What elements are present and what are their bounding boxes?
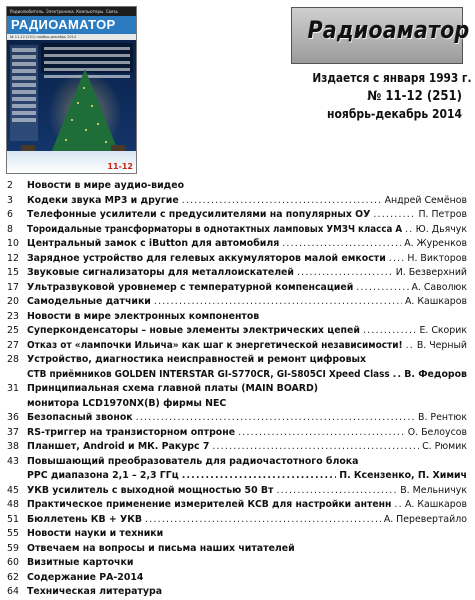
toc-entry <box>7 440 467 455</box>
magazine-cover <box>6 6 137 174</box>
toc-entry <box>7 339 467 354</box>
toc-title-continuation: PPC диапазона 2,1 – 2,3 ГГц <box>27 470 179 481</box>
toc-entry <box>7 455 467 470</box>
toc-author: О. Белоусов <box>407 426 467 438</box>
toc-title: Тороидальные трансформаторы в однотактных ламповых УМЗЧ класса А <box>27 223 403 235</box>
toc-page-number: 62 <box>7 571 19 583</box>
toc-line <box>27 295 467 310</box>
toc-title: Суперконденсаторы – новые элементы электрических цепей <box>27 325 360 336</box>
toc-page-number: 8 <box>7 223 13 235</box>
toc-line <box>27 324 467 339</box>
toc-entry <box>7 411 467 426</box>
toc-title-continuation: монитора LCD1970NX(B) фирмы NEC <box>27 397 227 409</box>
toc-line <box>27 223 467 238</box>
toc-entry-continuation <box>7 397 467 412</box>
toc-author: Е. Скорик <box>419 325 467 336</box>
toc-entry <box>7 513 467 528</box>
toc-page-number: 37 <box>7 426 19 438</box>
toc-entry <box>7 310 467 325</box>
toc-line <box>27 484 467 499</box>
toc-line <box>27 426 467 441</box>
toc-author: А. Журенков <box>404 238 467 249</box>
toc-title: Центральный замок с iButton для автомобиля <box>27 238 280 249</box>
table-of-contents <box>7 179 467 600</box>
toc-author: В. Рентюк <box>418 412 467 423</box>
issue-number: № 11-12 (251) <box>367 89 462 104</box>
toc-line <box>27 382 467 397</box>
toc-line <box>27 513 467 528</box>
toc-author: Ю. Дьячук <box>415 223 467 235</box>
toc-line <box>27 266 467 281</box>
toc-title: Новости в мире электронных компонентов <box>27 310 260 322</box>
toc-line <box>27 339 467 354</box>
toc-line <box>27 397 467 412</box>
toc-line <box>27 411 467 426</box>
toc-line <box>27 252 467 267</box>
toc-page-number: 25 <box>7 325 19 336</box>
toc-entry <box>7 223 467 238</box>
toc-line <box>27 498 467 513</box>
toc-line <box>27 179 467 194</box>
cover-side-contents <box>10 45 38 141</box>
leader-dots <box>297 266 393 281</box>
toc-line <box>27 194 467 209</box>
toc-author: Андрей Семёнов <box>384 194 467 206</box>
toc-line <box>27 571 467 586</box>
toc-author: В. Федоров <box>404 368 467 380</box>
toc-line <box>27 368 467 383</box>
published-since: Издается с января 1993 г. <box>312 71 472 85</box>
leader-dots <box>356 281 408 296</box>
toc-author: В. Мельничук <box>400 484 467 496</box>
toc-title: Бюллетень КВ + УКВ <box>27 513 143 525</box>
toc-page-number: 48 <box>7 499 19 510</box>
issue-date: ноябрь-декабрь 2014 <box>327 107 462 121</box>
toc-line <box>27 556 467 571</box>
toc-author: И. Безверхний <box>395 267 467 278</box>
toc-line <box>27 440 467 455</box>
toc-entry <box>7 353 467 368</box>
toc-entry <box>7 585 467 600</box>
toc-page-number: 45 <box>7 484 19 496</box>
toc-title: Практическое применение измерителей КСВ для настройки антенн <box>27 499 392 510</box>
leader-dots <box>406 339 414 354</box>
toc-title: Содержание РА-2014 <box>27 571 144 583</box>
toc-line <box>27 237 467 252</box>
toc-page-number: 31 <box>7 383 19 394</box>
cover-issue-number: 11-12 <box>107 162 133 171</box>
toc-title: Повышающий преобразователь для радиочастотного блока <box>27 455 359 467</box>
toc-title: Телефонные усилители с предусилителями на популярных ОУ <box>27 209 371 220</box>
toc-entry <box>7 179 467 194</box>
toc-entry <box>7 295 467 310</box>
cover-top-strip: Радиолюбитель. Электроника. Компьютеры. Связь <box>7 7 136 16</box>
toc-page-number: 15 <box>7 267 19 278</box>
cover-logo: РАДИОАМАТОР <box>7 16 136 34</box>
toc-page-number: 60 <box>7 557 19 568</box>
toc-page-number: 51 <box>7 513 19 525</box>
christmas-tree-image <box>51 69 119 153</box>
toc-entry <box>7 324 467 339</box>
toc-entry <box>7 484 467 499</box>
toc-page-number: 23 <box>7 310 19 322</box>
toc-title: Зарядное устройство для гелевых аккумуляторов малой емкости <box>27 252 386 264</box>
toc-page-number: 38 <box>7 441 19 452</box>
toc-title: Отвечаем на вопросы и письма наших читателей <box>27 542 295 554</box>
toc-entry <box>7 266 467 281</box>
toc-page-number: 43 <box>7 455 19 467</box>
toc-title: Отказ от «лампочки Ильича» как шаг к энергетической независимости! <box>27 339 403 351</box>
leader-dots <box>282 237 401 252</box>
toc-title: Визитные карточки <box>27 557 134 568</box>
toc-entry <box>7 498 467 513</box>
toc-entry-continuation <box>7 368 467 383</box>
toc-entry <box>7 252 467 267</box>
leader-dots <box>389 252 405 267</box>
toc-page-number: 12 <box>7 252 19 264</box>
toc-title: RS-триггер на транзисторном оптроне <box>27 426 236 438</box>
toc-page-number: 3 <box>7 194 13 206</box>
magazine-title: Радиоаматор <box>307 16 470 44</box>
toc-title: Принципиальная схема главной платы (MAIN BOARD) <box>27 383 319 394</box>
leader-dots <box>145 513 381 528</box>
toc-entry <box>7 571 467 586</box>
toc-entry <box>7 281 467 296</box>
toc-title: Звуковые сигнализаторы для металлоискателей <box>27 267 294 278</box>
toc-page-number: 10 <box>7 238 19 249</box>
toc-author: В. Черный <box>416 339 467 351</box>
toc-entry <box>7 194 467 209</box>
toc-author: А. Перевертайло <box>383 513 467 525</box>
toc-author: Н. Викторов <box>407 252 467 264</box>
leader-dots <box>238 426 405 441</box>
toc-entry <box>7 527 467 542</box>
toc-entry <box>7 382 467 397</box>
masthead-logo <box>291 7 470 64</box>
toc-entry-continuation <box>7 469 467 484</box>
toc-author: А. Кашкаров <box>405 296 467 307</box>
leader-dots <box>394 498 402 513</box>
toc-title: УКВ усилитель с выходной мощностью 50 Вт <box>27 484 274 496</box>
leader-dots <box>276 484 397 499</box>
toc-author: А. Кашкаров <box>405 499 467 510</box>
toc-entry <box>7 542 467 557</box>
leader-dots <box>182 469 337 484</box>
toc-page-number: 27 <box>7 339 19 351</box>
toc-entry <box>7 237 467 252</box>
toc-title: Ультразвуковой уровнемер с температурной компенсацией <box>27 281 354 293</box>
toc-title: Новости в мире аудио-видео <box>27 180 185 191</box>
toc-page-number: 36 <box>7 412 19 423</box>
toc-line <box>27 527 467 542</box>
toc-author: П. Петров <box>418 209 467 220</box>
toc-line <box>27 310 467 325</box>
leader-dots <box>182 194 382 209</box>
toc-line <box>27 208 467 223</box>
toc-line <box>27 281 467 296</box>
toc-entry <box>7 426 467 441</box>
toc-entry <box>7 556 467 571</box>
leader-dots <box>212 440 419 455</box>
toc-page-number: 55 <box>7 528 19 539</box>
leader-dots <box>393 368 402 383</box>
toc-title: Безопасный звонок <box>27 412 133 423</box>
publication-info <box>292 71 472 121</box>
toc-author: С. Рюмик <box>422 441 467 452</box>
leader-dots <box>136 411 415 426</box>
toc-author: А. Саволюк <box>411 281 467 293</box>
cover-issue-bar: № 11-12 (251) ноябрь-декабрь 2014 <box>7 34 136 40</box>
toc-page-number: 6 <box>7 209 13 220</box>
toc-entry <box>7 208 467 223</box>
toc-page-number: 20 <box>7 296 19 307</box>
toc-author: П. Ксензенко, П. Химич <box>339 470 467 481</box>
toc-title: Кодеки звука MP3 и другие <box>27 194 179 206</box>
toc-page-number: 64 <box>7 586 19 597</box>
leader-dots <box>363 324 416 339</box>
leader-dots <box>154 295 402 310</box>
toc-title: Техническая литература <box>27 586 163 597</box>
toc-line <box>27 455 467 470</box>
toc-line <box>27 542 467 557</box>
toc-page-number: 2 <box>7 180 13 191</box>
toc-page-number: 59 <box>7 542 19 554</box>
toc-page-number: 17 <box>7 281 19 293</box>
leader-dots <box>373 208 415 223</box>
toc-title: Устройство, диагностика неисправностей и ремонт цифровых <box>27 354 367 365</box>
toc-line <box>27 469 467 484</box>
toc-title: Самодельные датчики <box>27 296 151 307</box>
toc-title-continuation: СТВ приёмников GOLDEN INTERSTAR GI-S770CR, GI-S805CI Xpeed Class <box>27 368 390 380</box>
toc-page-number: 28 <box>7 354 19 365</box>
toc-title: Новости науки и техники <box>27 528 164 539</box>
toc-title: Планшет, Android и МК. Ракурс 7 <box>27 441 210 452</box>
leader-dots <box>405 223 413 238</box>
toc-line <box>27 353 467 368</box>
toc-line <box>27 585 467 600</box>
